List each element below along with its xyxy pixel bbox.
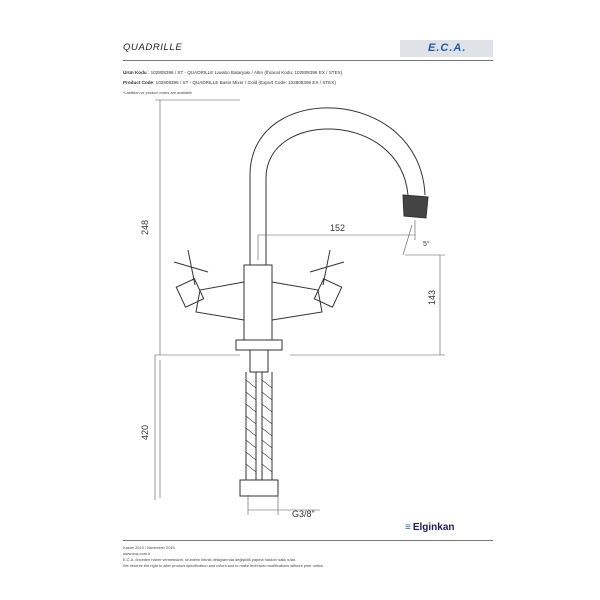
hoses: [246, 372, 272, 480]
product-note: *Lastikleri ve product codes are available: [123, 91, 193, 95]
dim-label-420: 420: [140, 424, 150, 440]
eca-logo: [400, 40, 493, 57]
hose-braid: [246, 380, 272, 472]
product-title: QUADRILLE: [123, 42, 183, 53]
dim-label-248: 248: [140, 219, 150, 235]
product-code-en: [123, 80, 336, 85]
footer-divider: [123, 540, 493, 541]
dim-label-143: 143: [427, 289, 437, 305]
spout-inner-line: [266, 129, 408, 265]
spout-outer-line: [250, 108, 425, 265]
product-code-tr-text: : 102808396 / ST - QUADRILLE Lavabo Bataryası / Altın (İhracat Kodu: 102808396 EX / STEX): [146, 70, 343, 75]
hose-nuts: [240, 480, 278, 496]
technical-drawing: [120, 95, 500, 535]
footer-date: Kasım 2015 / November 2015: [123, 545, 175, 550]
elginkan-logo-icon: ≡: [405, 522, 411, 533]
right-arm: [272, 282, 322, 320]
footer-disclaimer-tr: E.C.A. önceden haber vermeksizin, ürünlerin teknik detaylarında değişiklik yapma hakkını saklı tutar.: [123, 557, 297, 562]
spout-outlet: [403, 195, 428, 218]
dim-label-thread: G3/8": [292, 509, 315, 519]
header-divider: [123, 60, 493, 61]
dim-label-angle: 5°: [423, 241, 430, 248]
footer-web: www.eca.com.tr: [123, 551, 151, 556]
shank: [250, 350, 268, 372]
mixer-body: [244, 265, 272, 340]
product-code-en-text: : 102808396 / ST - QUADRILLE Basin Mixer / Gold (Export Code: 102808396 EX / STEX): [153, 80, 336, 85]
footer-disclaimer-en: We reserve the right to alter product specification and colors and to make technical modifications without prior notice.: [123, 563, 325, 568]
elginkan-logo-text: Elginkan: [412, 522, 455, 533]
angle-line: [403, 225, 412, 255]
product-code-en-label: Product Code: [123, 80, 154, 85]
dim-label-152: 152: [330, 223, 346, 233]
elginkan-logo: [405, 522, 455, 533]
mixer-base: [236, 340, 282, 350]
product-code-tr-label: Ürün Kodu: [123, 70, 147, 75]
product-code-tr: [123, 70, 342, 75]
left-arm: [196, 282, 244, 320]
eca-logo-text: E.C.A.: [428, 42, 467, 54]
